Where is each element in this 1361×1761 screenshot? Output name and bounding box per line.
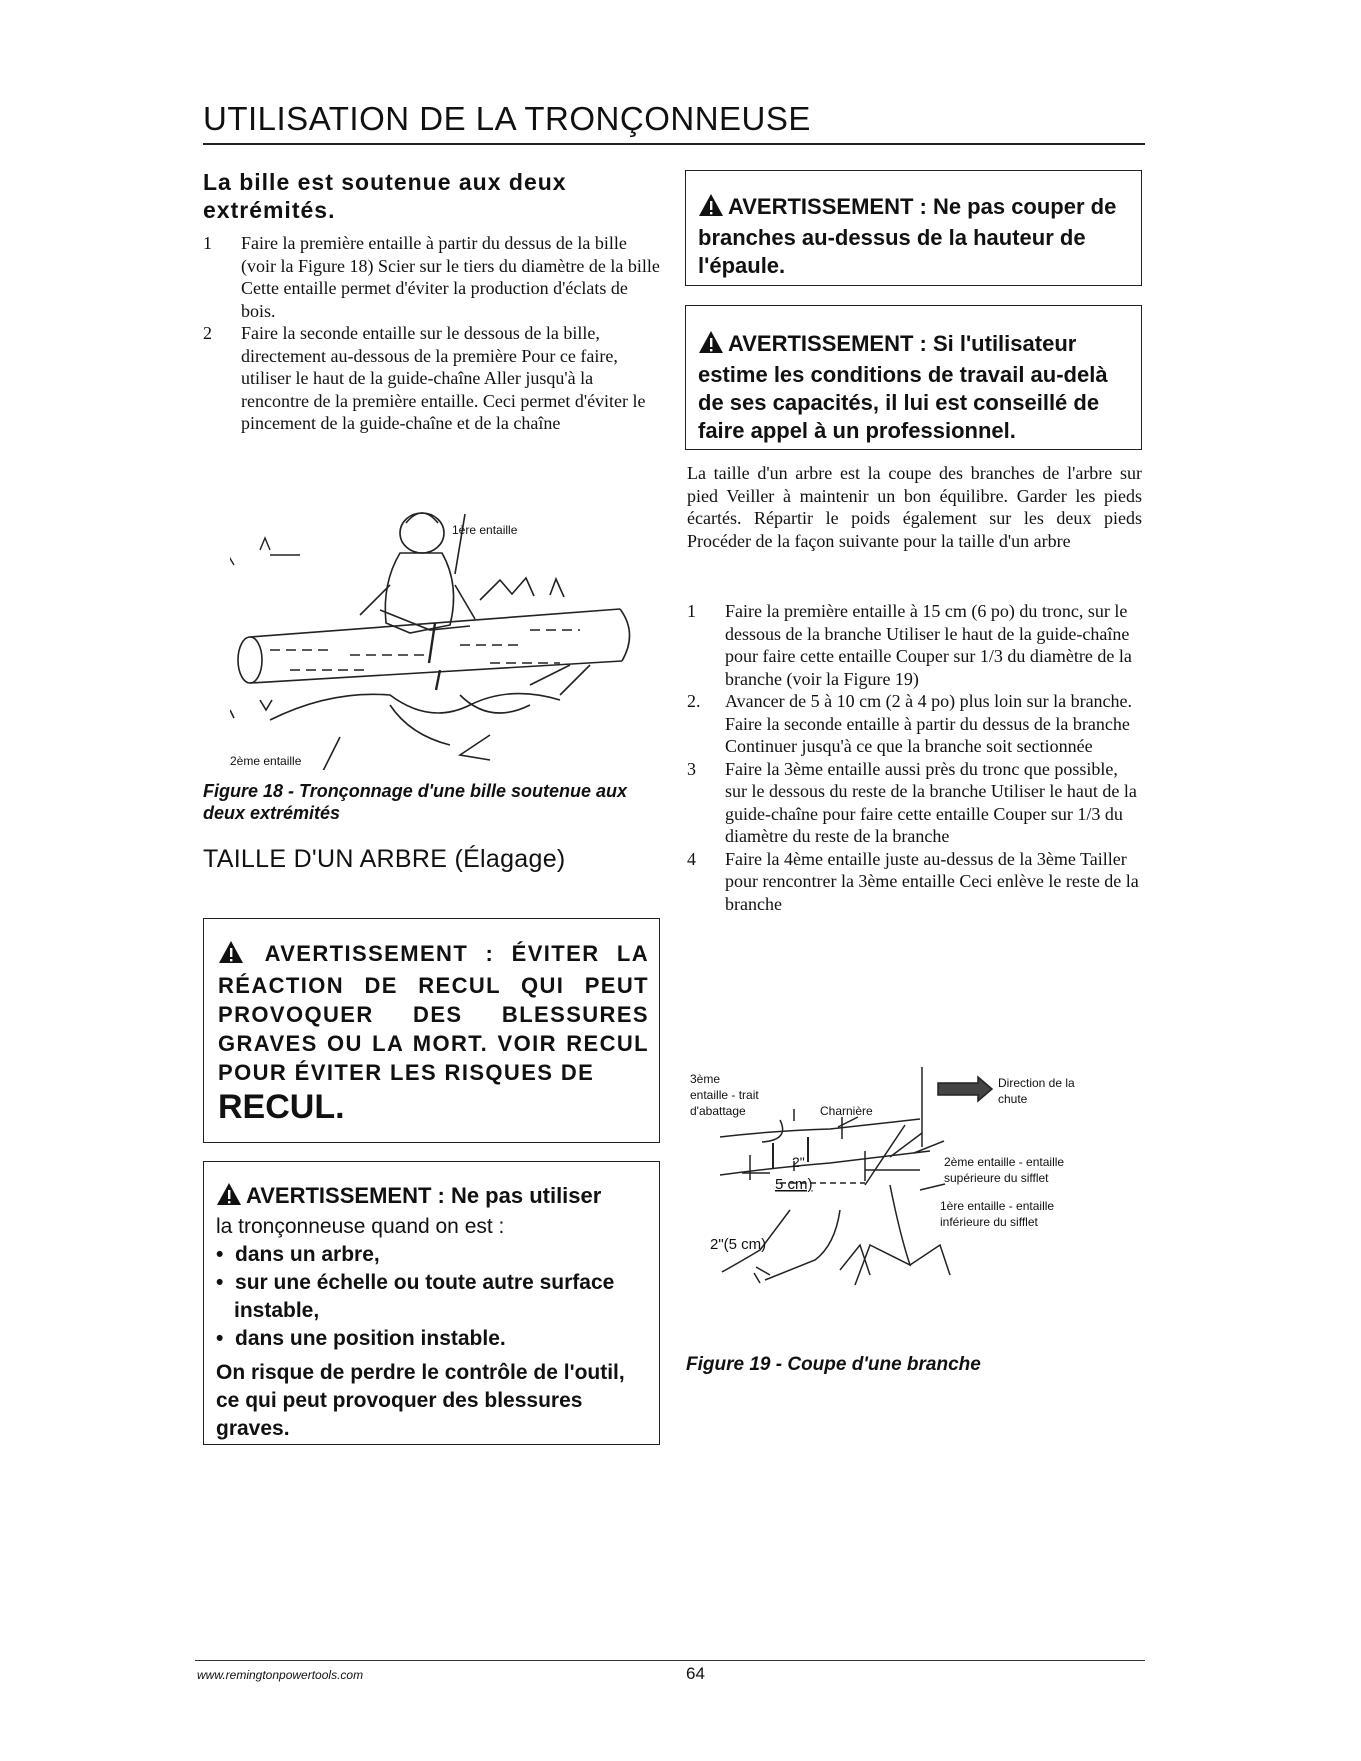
warning-recul-box [203,918,660,1143]
step-text: Avancer de 5 à 10 cm (2 à 4 po) plus loin sur la branche. Faire la seconde entaille à partir du dessus de la branche Continuer jusqu'à ce que la branche soit sectionnée [725,691,1133,756]
label-direction-2: chute [998,1092,1028,1106]
label-first-cut-1: 1ère entaille - entaille [940,1199,1055,1213]
step-text: Faire la 3ème entaille aussi près du tronc que possible, sur le dessous du reste de la branche Utiliser le haut de la guide-chaîne pour faire cette entaille Couper sur 1/3 du diamètre du reste de la branche [725,758,1137,846]
taille-steps [687,600,1142,915]
warning-triangle-icon [698,330,724,361]
label-second-cut-1: 2ème entaille - entaille [944,1155,1065,1169]
decorative-trees [230,538,300,565]
section-heading-taille: TAILLE D'UN ARBRE (Élagage) [203,845,566,873]
title-rule [203,143,1145,145]
warning-recul-body: AVERTISSEMENT : ÉVITER LA RÉACTION DE RECUL QUI PEUT PROVOQUER DES BLESSURES GRAVES OU LA MORT. VOIR RECUL POUR ÉVITER LES RISQUES DE [218,941,649,1085]
warning-recul-text [218,939,649,1087]
warning-usage-consequence: On risque de perdre le contrôle de l'outil, ce qui peut provoquer des blessures graves. [216,1361,625,1440]
step-text: Faire la seconde entaille sur le dessous de la bille, directement au-dessous de la première Pour ce faire, utiliser le haut de la guide-chaîne Aller jusqu'à la rencontre de la première entaille. Ceci permet d'éviter le pincement de la guide-chaîne et de la chaîne [241,323,646,433]
page-number: 64 [686,1664,705,1683]
list-item [203,322,663,435]
step-text: Faire la 4ème entaille juste au-dessus de la 3ème Tailler pour rencontrer la 3ème entaille Ceci enlève le reste de la branche [725,848,1139,914]
footer-rule [195,1660,1145,1661]
figure-19-diagram [690,1065,1110,1335]
warning-usage-line2: la tronçonneuse quand on est : [216,1215,505,1238]
label-third-cut-3: d'abattage [690,1104,746,1118]
bullet-text: dans un arbre, [235,1243,380,1266]
warning-triangle-icon [218,940,244,971]
label-hinge: Charnière [820,1104,873,1118]
step-number: 3 [687,758,696,779]
figure-19-caption: Figure 19 - Coupe d'une branche [686,1354,981,1375]
step-number: 2. [687,691,701,711]
list-item [203,232,663,322]
section-heading-bille [203,168,663,224]
figure-18-illustration [230,505,650,770]
warning-usage-bullets [216,1241,649,1353]
bullet-text: sur une échelle ou toute autre surface instable, [234,1271,615,1322]
warning-shoulder-body: AVERTISSEMENT : Ne pas couper de branches au-dessus de la hauteur de l'épaule. [698,194,1117,278]
list-item [687,690,1142,758]
list-item [687,758,1142,848]
list-item [687,600,1142,690]
label-dim-2in-5cm: 2"(5 cm) [710,1236,767,1253]
log-cutting-drawing [230,513,630,770]
warning-shoulder-box [685,170,1142,286]
warning-usage-line1 [216,1182,649,1213]
warning-usage-box [203,1161,660,1445]
label-third-cut-2: entaille - trait [690,1088,759,1102]
step-number: 2 [203,323,212,343]
step-number: 1 [687,601,696,621]
figure-18-caption: Figure 18 - Tronçonnage d'une bille soutenue aux deux extrémités [203,781,628,823]
taille-intro: La taille d'un arbre est la coupe des branches de l'arbre sur pied Veiller à maintenir un bon équilibre. Garder les pieds écartés. Répartir le poids également sur les deux pieds Procéder de la façon suivante pour la taille d'un arbre [687,463,1142,551]
label-first-cut-2: inférieure du sifflet [940,1215,1038,1229]
label-dim-2in: 2" [792,1154,805,1170]
warning-usage-line1-text: AVERTISSEMENT : Ne pas utiliser [246,1183,602,1208]
footer-url: www.remingtonpowertools.com [197,1668,364,1682]
page-title: UTILISATION DE LA TRONÇONNEUSE [203,100,811,137]
label-second-cut-2: supérieure du sifflet [944,1171,1049,1185]
step-number: 1 [203,233,212,253]
bullet-item: • sur une échelle ou toute autre surface instable, [216,1271,615,1322]
bille-steps [203,232,663,435]
warning-triangle-icon [216,1182,242,1213]
warning-shoulder-text [698,193,1131,280]
label-dim-5cm: 5 cm) [775,1176,813,1193]
heading-line-1-text: La bille est soutenue aux deux [203,169,567,195]
list-item [687,848,1142,916]
warning-recul-big: RECUL. [218,1088,345,1126]
warning-pro-box [685,305,1142,450]
label-first-cut: 1ère entaille [452,523,518,537]
bullet-item: • dans un arbre, [216,1243,380,1266]
bullet-item: • dans une position instable. [216,1327,506,1350]
label-third-cut-1: 3ème [690,1072,721,1086]
label-second-cut: 2ème entaille [230,754,302,768]
warning-triangle-icon [698,193,724,224]
heading-line-1 [203,168,663,196]
heading-line-2: extrémités. [203,197,336,223]
warning-pro-text [698,330,1131,445]
step-text: Faire la première entaille à partir du dessus de la bille (voir la Figure 18) Scier sur le tiers du diamètre de la bille Cette entaille permet d'éviter la production d'éclats de bois. [241,233,660,321]
step-text: Faire la première entaille à 15 cm (6 po) du tronc, sur le dessous de la branche Utiliser le haut de la guide-chaîne pour faire cette entaille Couper sur 1/3 du diamètre de la branche (voir la Figure 19) [725,601,1132,689]
warning-pro-body: AVERTISSEMENT : Si l'utilisateur estime les conditions de travail au-delà de ses capacités, il lui est conseillé de faire appel à un professionnel. [698,331,1108,443]
label-direction-1: Direction de la [998,1076,1075,1090]
bullet-text: dans une position instable. [235,1327,506,1350]
step-number: 4 [687,848,696,869]
